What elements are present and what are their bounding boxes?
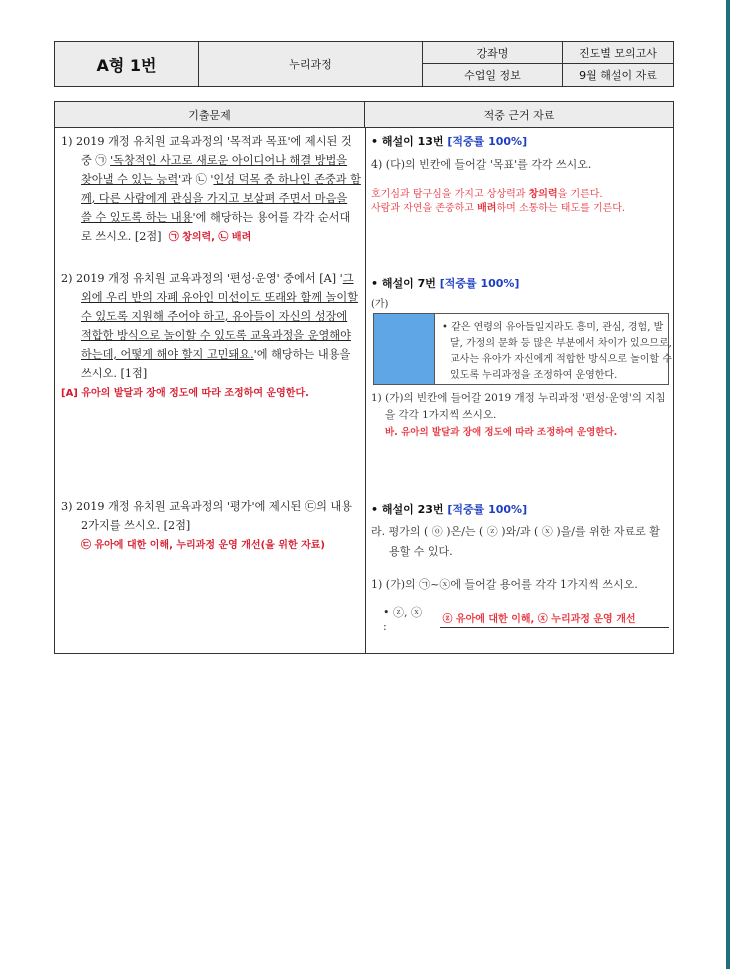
column-divider xyxy=(365,128,366,654)
answer-text: [A] 유아의 발달과 장애 정도에 따라 조정하여 운영한다. xyxy=(61,388,309,399)
answer-text: ⓩ 유아에 대한 이해, ⓧ 누리과정 운영 개선 xyxy=(440,610,669,628)
evidence-source: • 해설이 7번 xyxy=(371,277,436,290)
page-edge-bar xyxy=(726,0,730,969)
evidence-source: • 해설이 23번 xyxy=(371,503,444,516)
evidence-answer-line xyxy=(371,202,669,216)
answer-text: 을 기른다. xyxy=(557,189,603,200)
evidence-tag xyxy=(371,275,669,291)
comparison-table xyxy=(54,101,674,654)
class-info-value: 9월 해설이 자료 xyxy=(579,69,657,82)
evidence-tag xyxy=(371,133,669,149)
column-header-evidence: 적중 근거 자료 xyxy=(365,102,673,128)
course-type: 누리과정 xyxy=(199,42,423,86)
answer-text: 바. 유아의 발달과 장애 정도에 따라 조정하여 운영한다. xyxy=(385,427,618,438)
exam-title: A형 1번 xyxy=(55,42,199,86)
underlined-text: '독창적인 사고로 새로운 아이디어나 해결 방법을 찾아낼 수 있는 능력 xyxy=(81,154,348,186)
evidence-answer-line xyxy=(371,188,669,202)
header-table xyxy=(54,41,674,87)
evidence-statement: 라. 평가의 ( ⓞ )은/는 ( ⓩ )와/과 ( ⓧ )을/를 위한 자료로 활용할 수 있다. xyxy=(371,525,660,558)
hit-rate: [적중률 100%] xyxy=(447,503,528,516)
column-header-past-questions: 기출문제 xyxy=(55,102,365,128)
question-text: '에 해당하는 내용을 쓰시오. [1점] xyxy=(81,348,351,380)
evidence-1 xyxy=(371,133,669,216)
evidence-source: • 해설이 13번 xyxy=(371,135,444,148)
course-name-label: 강좌명 xyxy=(423,42,563,64)
highlight-cell xyxy=(374,314,435,384)
evidence-2-quote-box xyxy=(373,313,672,385)
question-number: 2) xyxy=(61,272,73,285)
answer-label: • ⓩ, ⓧ : xyxy=(383,606,422,633)
course-name-value: 진도별 모의고사 xyxy=(563,42,673,64)
evidence-2-question xyxy=(371,390,669,441)
question-number: 3) xyxy=(61,500,73,513)
answer-text: 사람과 자연을 존중하고 xyxy=(371,203,478,214)
question-text: 2019 개정 유치원 교육과정의 '평가'에 제시된 ㉢의 내용 2가지를 쓰시오. [2점] xyxy=(76,500,353,532)
question-3 xyxy=(61,497,361,555)
evidence-question: 1) (가)의 빈칸에 들어갈 2019 개정 누리과정 '편성·운영'의 지침을 각각 1가지씩 쓰시오. xyxy=(371,392,666,421)
answer-text: 하며 소통하는 태도를 기른다. xyxy=(496,203,626,214)
question-2 xyxy=(61,269,361,403)
quote-text: • 같은 연령의 유아들일지라도 흥미, 관심, 경험, 발달, 가정의 문화 등 많은 부분에서 차이가 있으므로, 교사는 유아가 자신에게 적합한 방식으로 놀이할 수 있도록 누리과정을 조정하여 운영한다. xyxy=(442,322,672,381)
answer-keyword: 창의력 xyxy=(528,189,558,200)
answer-text: ㉢ 유아에 대한 이해, 누리과정 운영 개선(을 위한 자료) xyxy=(81,540,325,551)
evidence-tag xyxy=(371,501,669,517)
question-text: 2019 개정 유치원 교육과정의 '목적과 목표'에 제시된 것 중 ㉠ xyxy=(76,135,352,167)
question-text: '에 해당하는 용어를 각각 순서대로 쓰시오. [2점] xyxy=(81,211,351,243)
underlined-text: 그 외에 우리 반의 자폐 유아인 미선이도 또래와 함께 놀이할 수 있도록 지원해 주어야 하고, 유아들이 자신의 성장에 적합한 방식으로 놀이할 수 있도록 교육과정을 운영해야 하는데, 어떻게 해야 할지 고민돼요. xyxy=(81,272,359,361)
question-text: 2019 개정 유치원 교육과정의 '편성·운영' 중에서 [A] ' xyxy=(76,272,343,285)
hit-rate: [적중률 100%] xyxy=(447,135,528,148)
hit-rate: [적중률 100%] xyxy=(439,277,520,290)
answer-text: 호기심과 탐구심을 가지고 상상력과 xyxy=(371,189,529,200)
question-text: '과 ㉡ ' xyxy=(178,173,214,186)
question-1 xyxy=(61,132,361,247)
evidence-sub-label: (가) xyxy=(371,299,389,310)
evidence-question: 1) (가)의 ㉠~ⓧ에 들어갈 용어를 각각 1가지씩 쓰시오. xyxy=(371,578,638,591)
evidence-question: 4) (다)의 빈칸에 들어갈 '목표'를 각각 쓰시오. xyxy=(371,158,592,171)
underlined-text: 인성 덕목 중 하나인 존중과 함께, 다른 사람에게 관심을 가지고 보살펴 주면서 마음을 쓸 수 있도록 하는 내용 xyxy=(81,173,361,224)
evidence-answer-row xyxy=(383,604,669,633)
evidence-3 xyxy=(371,501,669,633)
evidence-2 xyxy=(371,275,669,310)
answer-keyword: 배려 xyxy=(477,203,497,214)
question-number: 1) xyxy=(61,135,73,148)
answer-text: ㉠ 창의력, ㉡ 배려 xyxy=(168,232,252,243)
class-info-label: 수업일 정보 xyxy=(423,64,563,86)
